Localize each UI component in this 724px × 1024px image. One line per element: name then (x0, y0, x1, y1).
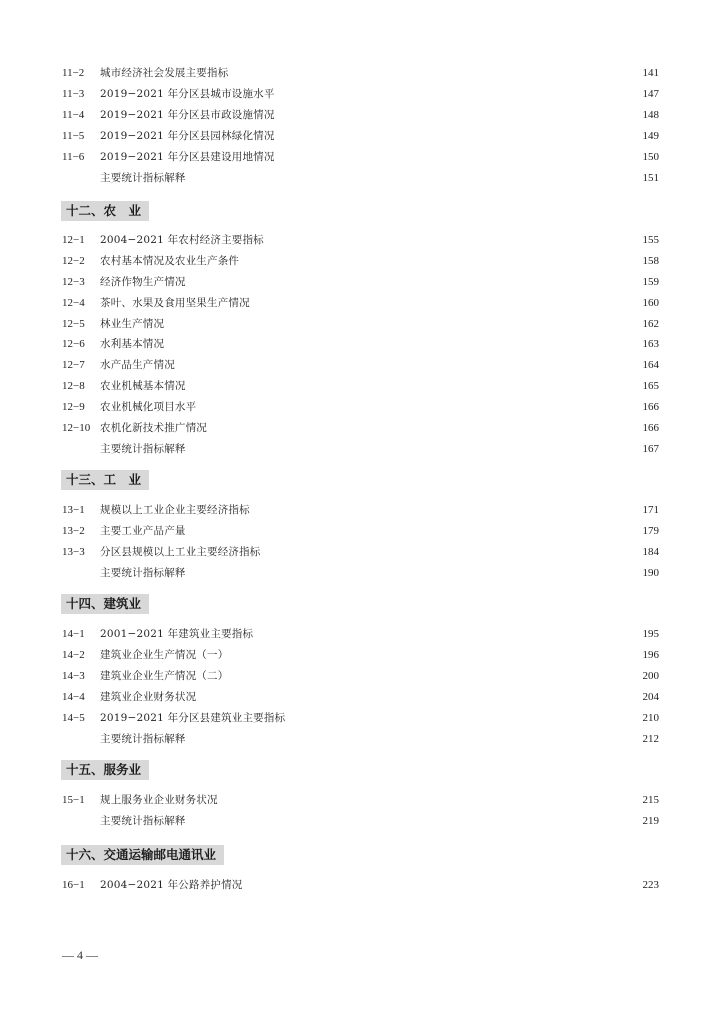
toc-entry[interactable] (62, 646, 659, 664)
entry-number: 14−1 (62, 628, 85, 640)
entry-number: 13−2 (62, 525, 85, 537)
entry-page: 184 (642, 546, 659, 558)
toc-entry[interactable] (62, 564, 659, 582)
entry-number: 12−8 (62, 380, 85, 392)
entry-page: 151 (642, 172, 659, 184)
toc-entry[interactable] (62, 543, 659, 561)
dot-leader (190, 440, 640, 458)
toc-entry[interactable] (62, 501, 659, 519)
entry-page: 150 (642, 151, 659, 163)
entry-title: 2019−2021 年分区县建设用地情况 (100, 151, 275, 163)
entry-page: 196 (642, 649, 659, 661)
entry-page: 215 (642, 794, 659, 806)
entry-title: 主要工业产品产量 (100, 525, 186, 537)
dot-leader (232, 64, 639, 82)
entry-title: 经济作物生产情况 (100, 276, 186, 288)
dot-leader (211, 419, 640, 437)
toc-entry[interactable] (62, 231, 659, 249)
entry-number: 16−1 (62, 879, 85, 891)
entry-page: 149 (642, 130, 659, 142)
entry-page: 166 (642, 422, 659, 434)
entry-number: 11−6 (62, 151, 85, 163)
toc-entry[interactable] (62, 791, 659, 809)
dot-leader (289, 709, 639, 727)
dot-leader (168, 335, 639, 353)
entry-number: 12−1 (62, 234, 85, 246)
dot-leader (190, 730, 640, 748)
dot-leader (190, 564, 640, 582)
entry-title: 城市经济社会发展主要指标 (100, 67, 229, 79)
entry-title: 规上服务业企业财务状况 (100, 794, 218, 806)
entry-title: 农村基本情况及农业生产条件 (100, 255, 240, 267)
entry-page: 164 (642, 359, 659, 371)
dot-leader (190, 273, 640, 291)
dot-leader (200, 398, 639, 416)
toc-entry[interactable] (62, 294, 659, 312)
page-number: — 4 — (62, 948, 98, 962)
dot-leader (190, 377, 640, 395)
entry-title: 主要统计指标解释 (100, 815, 186, 827)
toc-entry[interactable] (62, 169, 659, 187)
entry-page: 165 (642, 380, 659, 392)
entry-page: 223 (642, 879, 659, 891)
entry-page: 155 (642, 234, 659, 246)
dot-leader (243, 252, 639, 270)
dot-leader (190, 169, 640, 187)
toc-entry[interactable] (62, 688, 659, 706)
entry-number: 14−2 (62, 649, 85, 661)
toc-entry[interactable] (62, 709, 659, 727)
entry-title: 主要统计指标解释 (100, 733, 186, 745)
toc-entry[interactable] (62, 273, 659, 291)
toc-entry[interactable] (62, 730, 659, 748)
entry-page: 141 (642, 67, 659, 79)
entry-number: 12−3 (62, 276, 85, 288)
entry-title: 2019−2021 年分区县建筑业主要指标 (100, 712, 286, 724)
toc-entry[interactable] (62, 398, 659, 416)
toc-entry[interactable] (62, 315, 659, 333)
entry-page: 179 (642, 525, 659, 537)
dot-leader (232, 667, 639, 685)
entry-title: 水利基本情况 (100, 338, 165, 350)
entry-title: 主要统计指标解释 (100, 567, 186, 579)
entry-number: 11−4 (62, 109, 85, 121)
entry-number: 11−5 (62, 130, 85, 142)
entry-page: 163 (642, 338, 659, 350)
toc-entry[interactable] (62, 667, 659, 685)
entry-page: 147 (642, 88, 659, 100)
toc-entry[interactable] (62, 440, 659, 458)
dot-leader (168, 315, 639, 333)
entry-title: 规模以上工业企业主要经济指标 (100, 504, 250, 516)
toc-entry[interactable] (62, 64, 659, 82)
section-header-agriculture: 十二、农 业 (61, 201, 149, 221)
dot-leader (254, 294, 640, 312)
entry-number: 11−2 (62, 67, 85, 79)
entry-page: 190 (642, 567, 659, 579)
toc-entry[interactable] (62, 522, 659, 540)
toc-entry[interactable] (62, 127, 659, 145)
entry-page: 212 (642, 733, 659, 745)
toc-entry[interactable] (62, 625, 659, 643)
entry-title: 水产品生产情况 (100, 359, 175, 371)
toc-entry[interactable] (62, 106, 659, 124)
entry-title: 建筑业企业财务状况 (100, 691, 197, 703)
toc-entry[interactable] (62, 85, 659, 103)
section-header-industry: 十三、工 业 (61, 470, 149, 490)
entry-title: 农机化新技术推广情况 (100, 422, 207, 434)
entry-number: 12−5 (62, 318, 85, 330)
toc-entry[interactable] (62, 876, 659, 894)
entry-page: 200 (642, 670, 659, 682)
entry-number: 12−9 (62, 401, 85, 413)
entry-page: 171 (642, 504, 659, 516)
entry-number: 14−5 (62, 712, 85, 724)
dot-leader (254, 501, 640, 519)
entry-title: 2004−2021 年农村经济主要指标 (100, 234, 264, 246)
entry-number: 11−3 (62, 88, 85, 100)
dot-leader (279, 148, 640, 166)
toc-entry[interactable] (62, 148, 659, 166)
entry-page: 204 (642, 691, 659, 703)
entry-page: 162 (642, 318, 659, 330)
dot-leader (190, 812, 640, 830)
entry-number: 12−7 (62, 359, 85, 371)
entry-title: 主要统计指标解释 (100, 443, 186, 455)
entry-page: 158 (642, 255, 659, 267)
entry-page: 167 (642, 443, 659, 455)
toc-entry[interactable] (62, 419, 659, 437)
entry-number: 12−10 (62, 422, 91, 434)
toc-entry[interactable] (62, 812, 659, 830)
entry-number: 12−6 (62, 338, 85, 350)
toc-entry[interactable] (62, 335, 659, 353)
entry-number: 12−2 (62, 255, 85, 267)
entry-number: 13−3 (62, 546, 85, 558)
entry-page: 148 (642, 109, 659, 121)
entry-page: 166 (642, 401, 659, 413)
entry-number: 14−3 (62, 670, 85, 682)
entry-number: 15−1 (62, 794, 85, 806)
dot-leader (222, 791, 640, 809)
entry-page: 210 (642, 712, 659, 724)
dot-leader (200, 688, 639, 706)
dot-leader (279, 127, 640, 145)
dot-leader (265, 543, 640, 561)
entry-title: 2004−2021 年公路养护情况 (100, 879, 243, 891)
entry-page: 219 (642, 815, 659, 827)
dot-leader (190, 522, 640, 540)
section-header-transport-telecom: 十六、交通运输邮电通讯业 (61, 845, 224, 865)
entry-page: 159 (642, 276, 659, 288)
dot-leader (279, 85, 640, 103)
section-header-construction: 十四、建筑业 (61, 594, 149, 614)
dot-leader (246, 876, 639, 894)
dot-leader (268, 231, 640, 249)
entry-title: 2019−2021 年分区县市政设施情况 (100, 109, 275, 121)
toc-entry[interactable] (62, 377, 659, 395)
entry-title: 建筑业企业生产情况（一） (100, 649, 229, 661)
entry-title: 2001−2021 年建筑业主要指标 (100, 628, 254, 640)
entry-title: 2019−2021 年分区县园林绿化情况 (100, 130, 275, 142)
dot-leader (232, 646, 639, 664)
entry-title: 2019−2021 年分区县城市设施水平 (100, 88, 275, 100)
entry-title: 农业机械基本情况 (100, 380, 186, 392)
entry-page: 160 (642, 297, 659, 309)
entry-title: 林业生产情况 (100, 318, 165, 330)
entry-title: 分区县规模以上工业主要经济指标 (100, 546, 261, 558)
dot-leader (179, 356, 640, 374)
section-header-services: 十五、服务业 (61, 760, 149, 780)
toc-entry[interactable] (62, 252, 659, 270)
dot-leader (257, 625, 639, 643)
entry-title: 主要统计指标解释 (100, 172, 186, 184)
entry-page: 195 (642, 628, 659, 640)
entry-number: 14−4 (62, 691, 85, 703)
toc-entry[interactable] (62, 356, 659, 374)
entry-number: 13−1 (62, 504, 85, 516)
entry-title: 农业机械化项目水平 (100, 401, 197, 413)
dot-leader (279, 106, 640, 124)
entry-title: 建筑业企业生产情况（二） (100, 670, 229, 682)
entry-title: 茶叶、水果及食用坚果生产情况 (100, 297, 250, 309)
entry-number: 12−4 (62, 297, 85, 309)
